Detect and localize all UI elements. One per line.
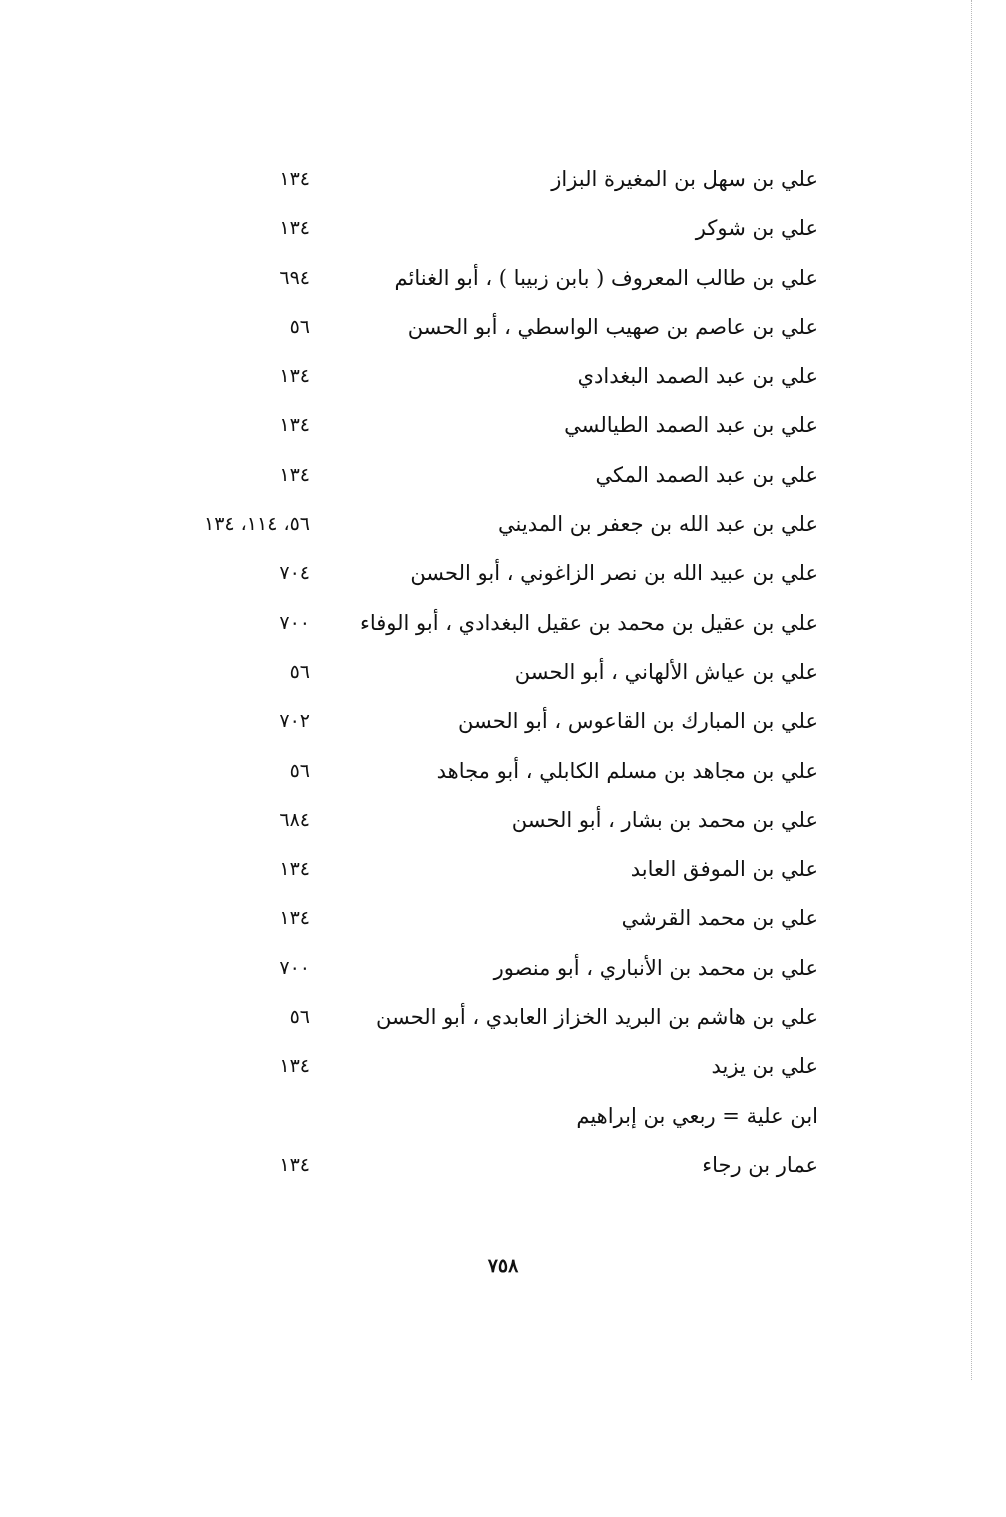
entry-name: علي بن المبارك بن القاعوس ، أبو الحسن <box>457 709 818 734</box>
scan-edge-line <box>971 0 972 1380</box>
entry-page-refs: ١٣٤ <box>279 414 310 437</box>
index-entry <box>150 1093 818 1142</box>
entry-page-refs: ١٣٤ <box>279 1055 310 1078</box>
index-entry <box>150 205 818 254</box>
entry-page-refs: ١٣٤ <box>279 168 310 190</box>
entry-page-refs: ٧٠٠ <box>279 611 310 634</box>
entry-page-refs: ١٣٤ <box>279 1153 310 1176</box>
entry-page-refs: ٥٦ <box>289 1006 310 1029</box>
index-entry <box>150 501 818 550</box>
index-entry <box>150 550 818 599</box>
entry-page-refs: ١٣٤ <box>279 858 310 881</box>
entry-name: علي بن عاصم بن صهيب الواسطي ، أبو الحسن <box>407 314 818 339</box>
entry-name: علي بن عبد الصمد البغدادي <box>577 364 818 389</box>
entry-page-refs: ٧٠٢ <box>279 710 310 733</box>
index-entry <box>150 945 818 994</box>
index-entry <box>150 402 818 451</box>
index-entry <box>150 797 818 846</box>
entry-name: علي بن مجاهد بن مسلم الكابلي ، أبو مجاهد <box>436 758 818 783</box>
index-entry <box>150 353 818 402</box>
entry-page-refs: ٥٦، ١١٤، ١٣٤ <box>203 513 310 536</box>
entry-name: علي بن شوكر <box>695 216 818 241</box>
index-entry <box>150 1043 818 1092</box>
entry-page-refs: ١٣٤ <box>279 463 310 486</box>
entry-page-refs: ١٣٤ <box>279 217 310 240</box>
entry-page-refs: ٥٦ <box>289 660 310 683</box>
entry-name: علي بن عبد الصمد الطيالسي <box>564 413 818 438</box>
entry-name: علي بن محمد القرشي <box>621 906 818 931</box>
entry-name: علي بن عياش الألهاني ، أبو الحسن <box>514 659 818 684</box>
entry-name: علي بن طالب المعروف ( بابن زبيبا ) ، أبو الغنائم <box>394 265 818 290</box>
entry-page-refs: ١٣٤ <box>279 907 310 930</box>
entry-page-refs: ٥٦ <box>289 315 310 338</box>
index-entry <box>150 895 818 944</box>
entry-name: علي بن محمد بن بشار ، أبو الحسن <box>511 807 818 832</box>
index-entry <box>150 304 818 353</box>
entry-name: علي بن سهل بن المغيرة البزاز <box>551 167 818 191</box>
entry-page-refs: ٧٠٤ <box>279 562 310 585</box>
index-entry <box>150 452 818 501</box>
entry-name: علي بن يزيد <box>711 1054 818 1079</box>
entry-name: عمار بن رجاء <box>702 1152 818 1177</box>
entry-name: علي بن عبد الله بن جعفر بن المديني <box>498 512 818 537</box>
entry-name: علي بن عقيل بن محمد بن عقيل البغدادي ، أبو الوفاء <box>359 610 818 635</box>
index-entry <box>150 600 818 649</box>
index-entry <box>150 846 818 895</box>
entry-page-refs: ١٣٤ <box>279 365 310 388</box>
entry-page-refs: ٥٦ <box>289 759 310 782</box>
entry-name: علي بن محمد بن الأنباري ، أبو منصور <box>493 955 818 980</box>
page-number: ٧٥٨ <box>487 1255 519 1277</box>
entry-name: علي بن هاشم بن البريد الخزاز العابدي ، أبو الحسن <box>375 1005 818 1030</box>
index-entry <box>150 748 818 797</box>
entry-page-refs: ٧٠٠ <box>279 956 310 979</box>
index-entry <box>150 1142 818 1191</box>
entry-name: ابن علية = ربعي بن إبراهيم <box>576 1103 818 1128</box>
index-entry <box>150 255 818 304</box>
entry-page-refs: ٦٩٤ <box>279 266 310 289</box>
index-entry <box>150 994 818 1043</box>
entry-name: علي بن عبيد الله بن نصر الزاغوني ، أبو الحسن <box>410 561 818 586</box>
entry-name: علي بن الموفق العابد <box>630 857 818 882</box>
index-entry <box>150 156 818 205</box>
entry-name: علي بن عبد الصمد المكي <box>595 462 818 487</box>
index-entry <box>150 698 818 747</box>
name-index-list <box>150 156 818 1191</box>
index-entry <box>150 649 818 698</box>
entry-page-refs: ٦٨٤ <box>279 808 310 831</box>
